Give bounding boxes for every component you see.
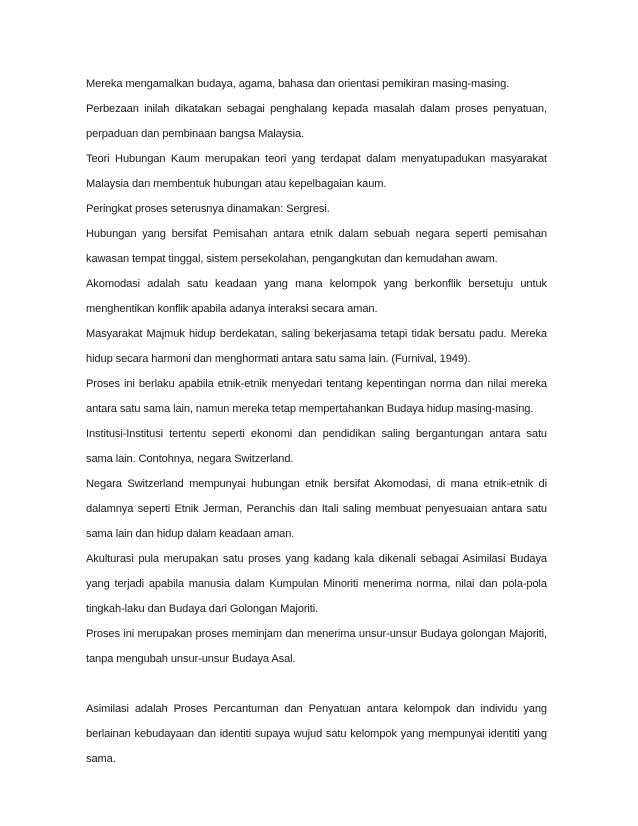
paragraph: Peringkat proses seterusnya dinamakan: Sergresi. <box>86 203 330 215</box>
paragraph: Institusi-Institusi tertentu seperti ekonomi dan pendidikan saling bergantungan antara satu sama lain. Contohnya, negara Switzerland. <box>86 428 547 465</box>
paragraph-spacer <box>86 672 547 697</box>
paragraph: Hubungan yang bersifat Pemisahan antara etnik dalam sebuah negara seperti pemisahan kawasan tempat tinggal, sistem persekolahan, pengangkutan dan kemudahan awam. <box>86 228 547 265</box>
paragraph: Asimilasi adalah Proses Percantuman dan Penyatuan antara kelompok dan individu yang berlainan kebudayaan dan identiti supaya wujud satu kelompok yang mempunyai identiti yang sama. <box>86 703 547 765</box>
paragraph: Akomodasi adalah satu keadaan yang mana kelompok yang berkonflik bersetuju untuk menghentikan konflik apabila adanya interaksi secara aman. <box>86 278 547 315</box>
paragraph: Perbezaan inilah dikatakan sebagai penghalang kepada masalah dalam proses penyatuan, perpaduan dan pembinaan bangsa Malaysia. <box>86 103 547 140</box>
paragraph: Proses ini merupakan proses meminjam dan menerima unsur-unsur Budaya golongan Majoriti, tanpa mengubah unsur-unsur Budaya Asal. <box>86 628 547 665</box>
document-body <box>86 72 547 772</box>
paragraph: Negara Switzerland mempunyai hubungan etnik bersifat Akomodasi, di mana etnik-etnik di dalamnya seperti Etnik Jerman, Peranchis dan Itali saling membuat penyesuaian antara satu sama lain dan hidup dalam keadaan aman. <box>86 478 547 540</box>
paragraph: Teori Hubungan Kaum merupakan teori yang terdapat dalam menyatupadukan masyarakat Malaysia dan membentuk hubungan atau kepelbagaian kaum. <box>86 153 547 190</box>
paragraph: Proses ini berlaku apabila etnik-etnik menyedari tentang kepentingan norma dan nilai mereka antara satu sama lain, namun mereka tetap mempertahankan Budaya hidup masing-masing. <box>86 378 547 415</box>
paragraph: Masyarakat Majmuk hidup berdekatan, saling bekerjasama tetapi tidak bersatu padu. Mereka hidup secara harmoni dan menghormati antara satu sama lain. (Furnival, 1949). <box>86 328 547 365</box>
paragraph: Akulturasi pula merupakan satu proses yang kadang kala dikenali sebagai Asimilasi Budaya yang terjadi apabila manusia dalam Kumpulan Minoriti menerima norma, nilai dan pola-pola tingkah-laku dan Budaya dari Golongan Majoriti. <box>86 553 547 615</box>
paragraph: Mereka mengamalkan budaya, agama, bahasa dan orientasi pemikiran masing-masing. <box>86 78 510 90</box>
